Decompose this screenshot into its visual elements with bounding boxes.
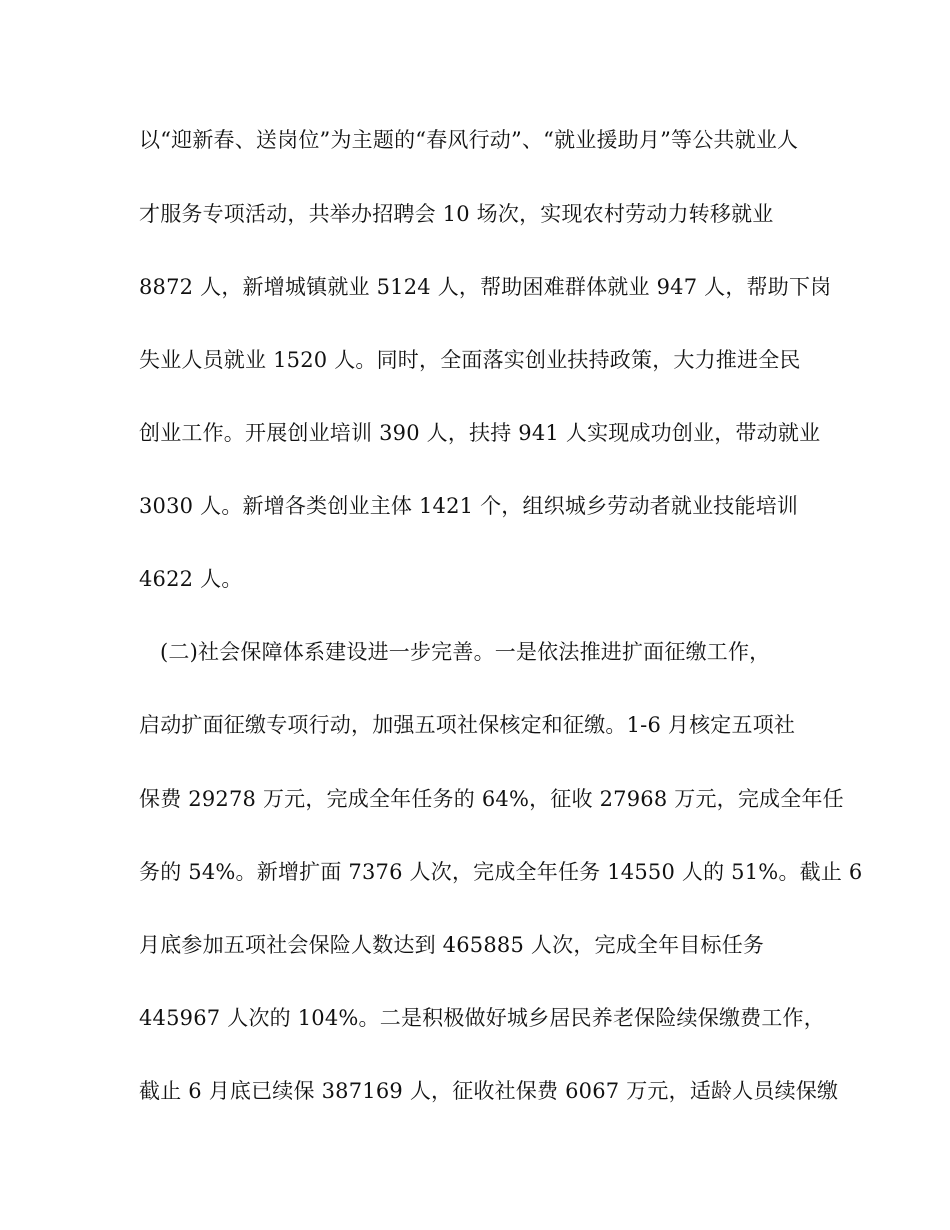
text-line: 4622 人。 bbox=[139, 567, 243, 591]
text-line: 务的 54%。新增扩面 7376 人次，完成全年任务 14550 人的 51%。截止 6 bbox=[139, 860, 863, 884]
text-line: 启动扩面征缴专项行动，加强五项社保核定和征缴。1-6 月核定五项社 bbox=[139, 713, 796, 737]
text-line: 才服务专项活动，共举办招聘会 10 场次，实现农村劳动力转移就业 bbox=[139, 202, 774, 226]
text-line: 截止 6 月底已续保 387169 人，征收社保费 6067 万元，适龄人员续保缴 bbox=[139, 1079, 839, 1103]
text-line: 保费 29278 万元，完成全年任务的 64%，征收 27968 万元，完成全年任 bbox=[139, 787, 844, 811]
text-line: 3030 人。新增各类创业主体 1421 个，组织城乡劳动者就业技能培训 bbox=[139, 494, 799, 518]
text-line: 创业工作。开展创业培训 390 人，扶持 941 人实现成功创业，带动就业 bbox=[139, 421, 821, 445]
text-line: 445967 人次的 104%。二是积极做好城乡居民养老保险续保缴费工作， bbox=[139, 1006, 825, 1030]
text-line: 以“迎新春、送岗位”为主题的“春风行动”、“就业援助月”等公共就业人 bbox=[139, 128, 799, 152]
text-line-paragraph-start: (二)社会保障体系建设进一步完善。一是依法推进扩面征缴工作， bbox=[160, 640, 771, 664]
text-line: 8872 人，新增城镇就业 5124 人，帮助困难群体就业 947 人，帮助下岗 bbox=[139, 275, 832, 299]
text-line: 月底参加五项社会保险人数达到 465885 人次，完成全年目标任务 bbox=[139, 933, 765, 957]
text-line: 失业人员就业 1520 人。同时，全面落实创业扶持政策，大力推进全民 bbox=[139, 348, 801, 372]
